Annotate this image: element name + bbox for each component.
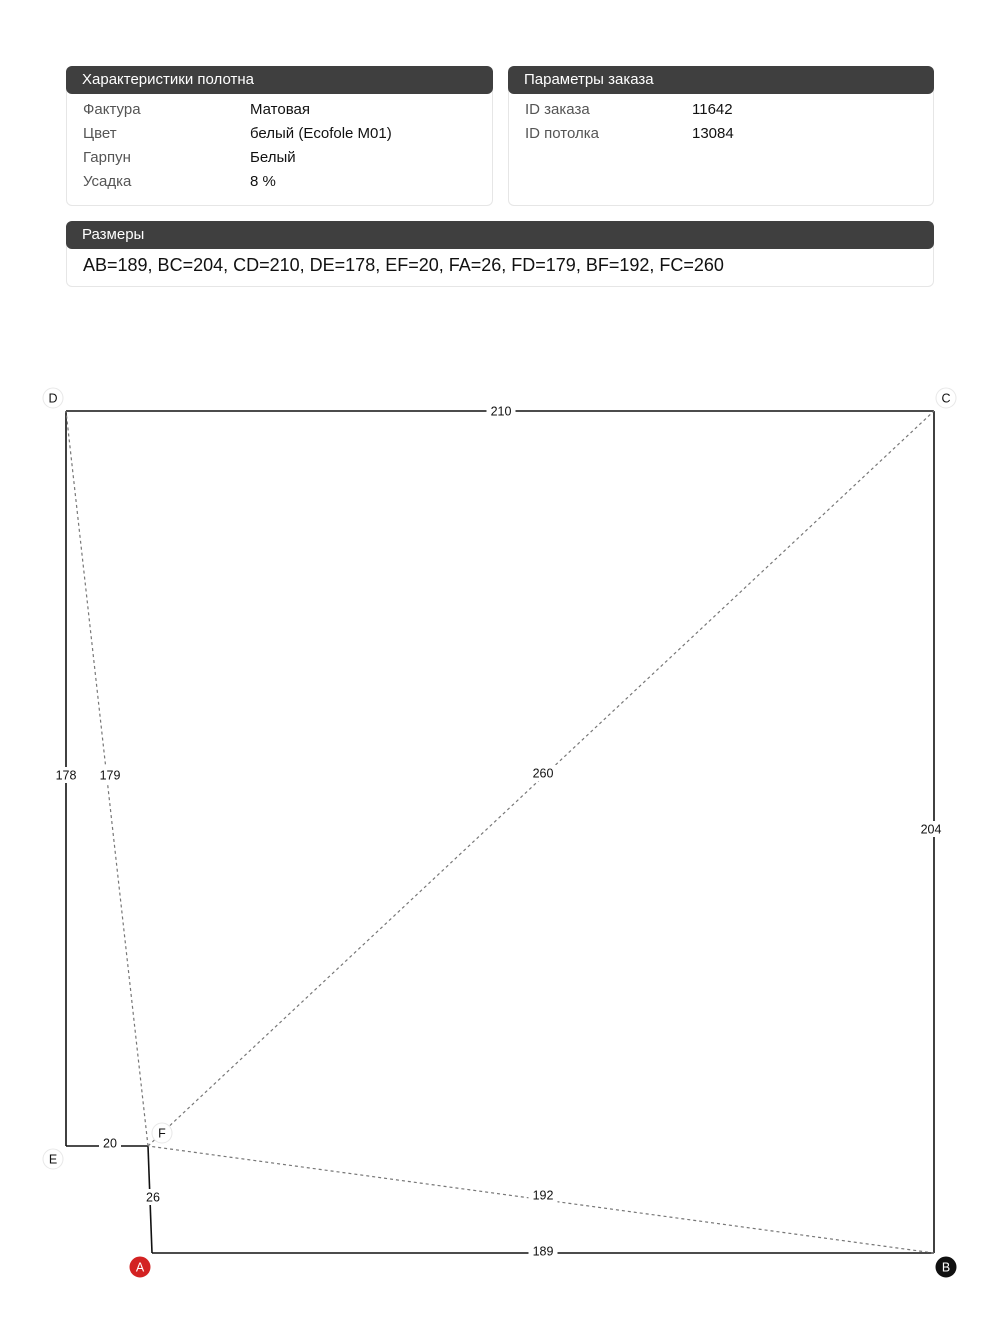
svg-text:260: 260 — [532, 766, 554, 781]
svg-text:C: C — [941, 391, 951, 406]
order-parameters-title: Параметры заказа — [508, 66, 934, 94]
svg-text:E: E — [48, 1152, 58, 1167]
edge-label-de — [52, 767, 81, 783]
vertex-e — [43, 1149, 63, 1169]
svg-text:179: 179 — [99, 768, 121, 783]
sizes-text: AB=189, BC=204, CD=210, DE=178, EF=20, FA=26, FD=179, BF=192, FC=260 — [83, 255, 724, 275]
svg-text:178: 178 — [55, 768, 77, 783]
edge-label-fd — [96, 767, 125, 783]
vertex-f — [152, 1123, 172, 1143]
svg-text:204: 204 — [920, 822, 942, 837]
svg-text:D: D — [48, 391, 58, 406]
vertex-d — [43, 388, 63, 408]
ceiling-id-value: 13084 — [692, 125, 734, 142]
edge-label-fc — [529, 765, 558, 781]
svg-text:189: 189 — [532, 1244, 554, 1259]
ceiling-id-label: ID потолка — [525, 125, 600, 142]
sizes-title: Размеры — [66, 221, 934, 249]
edge-label-ef — [99, 1135, 121, 1151]
svg-text:A: A — [135, 1260, 145, 1275]
vertex-a — [130, 1257, 150, 1277]
order-id-value: 11642 — [692, 101, 733, 118]
edge-label-fa — [142, 1189, 164, 1205]
edge-label-cd — [487, 403, 516, 419]
canvas-characteristics-title: Характеристики полотна — [66, 66, 493, 94]
shrinkage-label: Усадка — [83, 173, 132, 190]
edge-label-ab — [529, 1243, 558, 1259]
order-id-label: ID заказа — [525, 101, 590, 118]
svg-text:192: 192 — [532, 1188, 554, 1203]
texture-label: Фактура — [83, 101, 141, 118]
svg-text:210: 210 — [490, 404, 512, 419]
color-label: Цвет — [83, 125, 117, 142]
color-value: белый (Ecofole M01) — [250, 125, 392, 142]
svg-text:F: F — [158, 1126, 166, 1141]
edge-label-bc — [917, 821, 946, 837]
vertex-b — [936, 1257, 956, 1277]
svg-text:B: B — [941, 1260, 951, 1275]
svg-text:20: 20 — [103, 1136, 117, 1151]
harpoon-value: Белый — [250, 149, 296, 166]
harpoon-label: Гарпун — [83, 149, 131, 166]
edge-label-bf — [529, 1187, 558, 1203]
svg-text:26: 26 — [146, 1190, 160, 1205]
vertex-c — [936, 388, 956, 408]
texture-value: Матовая — [250, 101, 310, 118]
shrinkage-value: 8 % — [250, 173, 276, 190]
